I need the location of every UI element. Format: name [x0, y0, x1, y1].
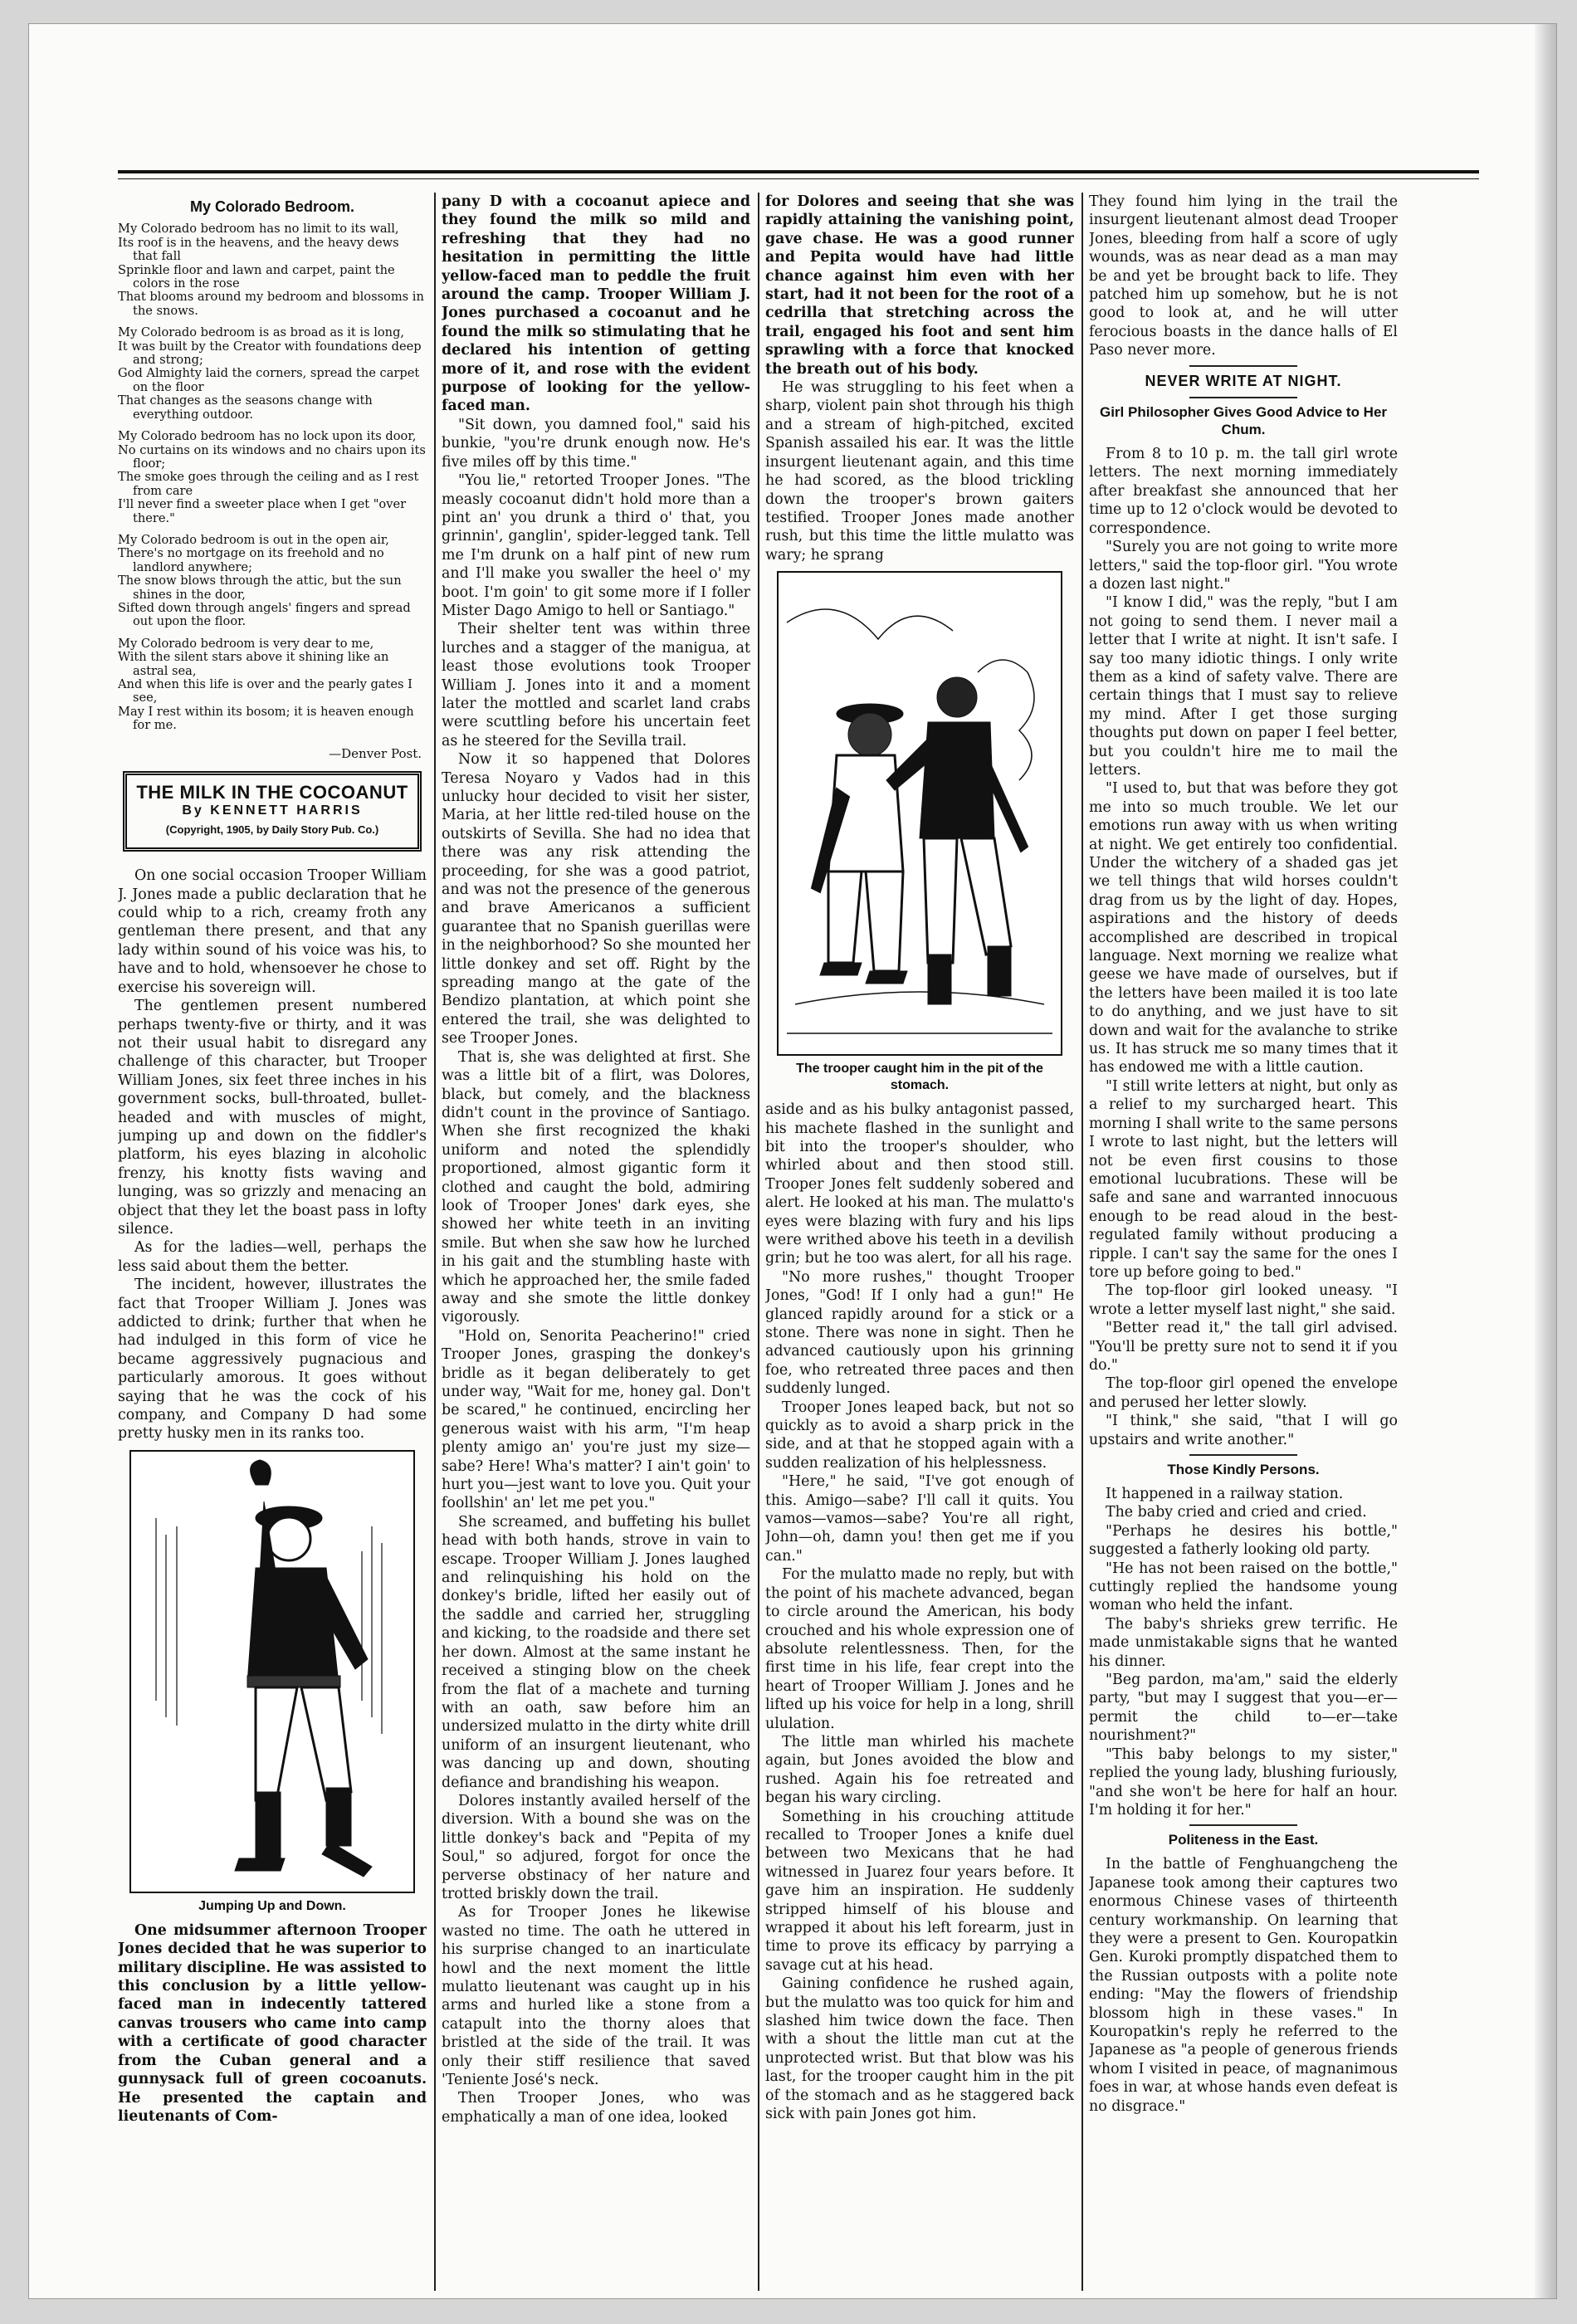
paragraph: "Better read it," the tall girl advised. "You'll be pretty sure not to send it if you do."	[1089, 1320, 1398, 1374]
section-divider	[1189, 1454, 1297, 1456]
article-paragraphs	[1089, 445, 1398, 1449]
paragraph: Then Trooper Jones, who was emphatically a man of one idea, looked	[442, 2090, 750, 2126]
paragraph: "I still write letters at night, but only as a relief to my surcharged heart. This morning I shall write to the same persons I wrote to last night, but the letters will not be even first cousins to those emotional lucubrations. These will be safe and sane and warranted innocuous enough to be read aloud in the best-regulated family without producing a ripple. I can't say the same for the ones I tore up before going to bed."	[1089, 1077, 1398, 1281]
poem	[118, 222, 427, 732]
column-rule	[434, 193, 436, 2291]
illustration-jumping	[129, 1450, 415, 1893]
story-conclusion	[1089, 193, 1398, 360]
poem-line: It was built by the Creator with foundations deep and strong;	[118, 339, 422, 368]
paragraph: "This baby belongs to my sister," replied the young lady, blushing furiously, "and she won't be here for half an hour. I'm holding it for her."	[1089, 1745, 1398, 1819]
poem-line: May I rest within its bosom; it is heaven enough for me.	[118, 704, 414, 733]
paragraph: "Here," he said, "I've got enough of this. Amigo—sabe? I'll call it quits. You vamos—vamos—sabe? You're all right, John—oh, damn you! then get me if you can."	[765, 1473, 1074, 1565]
poem-stanza	[118, 534, 427, 629]
article-title-politeness: Politeness in the East.	[1168, 1832, 1319, 1848]
paragraph: That is, she was delighted at first. She was a little bit of a flirt, was Dolores, black, but comely, and the blackness didn't count in the province of Santiago. When she first recognized the khaki uniform and noted the splendidly proportioned, almost gigantic form it clothed and caught the bold, admiring look of Trooper Jones' dark eyes, she showed her white teeth in an inviting smile. But when she saw how he lurched in his gait and the stumbling haste with which he approached her, the smile faded away and she smote the little donkey vigorously.	[442, 1048, 750, 1326]
column-rule	[1081, 193, 1083, 2291]
page-edge-shadow	[1535, 24, 1556, 2298]
column-4	[1089, 193, 1398, 2299]
paragraph: "No more rushes," thought Trooper Jones, "God! If I only had a gun!" He glanced rapidly around for a stick or a stone. There was none in sight. Then he advanced cautiously upon his grinning foe, who retreated three paces and then suddenly lunged.	[765, 1268, 1074, 1398]
paragraph: "Sit down, you damned fool," said his bunkie, "you're drunk enough now. He's five miles off by this time."	[442, 416, 750, 471]
paragraph: "Hold on, Senorita Peacherino!" cried Trooper Jones, grasping the donkey's bridle as it began deliberately to get under way, "Wait for me, honey gal. Don't be scared," he continued, encircling her generous waist with his arm, "I'm heap plenty amigo an' you're just my size—sabe? Here! Wha's matter? I ain't goin' to hurt you—jest want to love you. Quit your foollshin' an' let me pet you."	[442, 1327, 750, 1512]
masthead-rule	[118, 170, 1479, 179]
paragraph: The incident, however, illustrates the fact that Trooper William J. Jones was addicted to drink; further that when he had indulged in this form of vice he became aggressively pugnacious and particularly amorous. It goes without saying that he was the cock of his company, and Company D had some pretty husky men in its ranks too.	[118, 1277, 427, 1443]
paragraph: Dolores instantly availed herself of the diversion. With a bound she was on the little donkey's back and "Pepita of my Soul," so adjured, forgot for once the perverse obstinacy of her nature and trotted briskly down the trail.	[442, 1792, 750, 1902]
poem-line: Sprinkle floor and lawn and carpet, paint the colors in the rose	[118, 262, 395, 291]
column-rule	[758, 193, 759, 2291]
story-continued-top	[765, 193, 1074, 564]
paragraph: Now it so happened that Dolores Teresa Noyaro y Vados had in this unlucky hour decided to visit her sister, Maria, at her little red-tiled house on the outskirts of Sevilla. She had no idea that there was any risk attending the proceeding, for she was a good patriot, and was not the presence of the generous and brave Americanos a sufficient guarantee that no Spanish guerillas were in the neighborhood? So she mounted her little donkey and set off. Right by the spreading mango at the gate of the Bendizo plantation, at which point she entered the trail, she was delighted to see Trooper Jones.	[442, 751, 750, 1047]
trooper-fight-drawing	[779, 573, 1061, 1054]
poem-line: No curtains on its windows and no chairs upon its floor;	[118, 442, 426, 471]
paragraph: aside and as his bulky antagonist passed, his machete flashed in the sunlight and bit into the trooper's shoulder, who whirled about and then stood still. Trooper Jones felt suddenly sobered and alert. He looked at his man. The mulatto's eyes were blazing with fury and his lips were writhed above his teeth in a devilish grin; but he too was alert, for all his rage.	[765, 1101, 1074, 1267]
paragraph: On one social occasion Trooper William J. Jones made a public declaration that he could whip to a rich, creamy froth any gentleman there present, and that any lady within sound of his voice was his, to have and to hold, whensoever he chose to exercise his sovereign will.	[118, 867, 427, 996]
article-paragraphs	[1089, 1855, 1398, 2116]
article-title-never-write: NEVER WRITE AT NIGHT.	[1145, 372, 1342, 389]
article-title-kindly: Those Kindly Persons.	[1167, 1462, 1320, 1477]
illustration-caption: The trooper caught him in the pit of the stomach.	[796, 1062, 1043, 1093]
paragraph: The top-floor girl looked uneasy. "I wrote a letter myself last night," she said.	[1089, 1282, 1398, 1318]
poem-line: With the silent stars above it shining like an astral sea,	[118, 650, 389, 678]
article-subtitle: Girl Philosopher Gives Good Advice to Her Chum.	[1099, 404, 1388, 438]
paragraph: The top-floor girl opened the envelope and perused her letter slowly.	[1089, 1375, 1398, 1411]
paragraph: The baby cried and cried and cried.	[1106, 1504, 1367, 1521]
poem-line: My Colorado bedroom has no limit to its wall,	[118, 222, 399, 237]
poem-title: My Colorado Bedroom.	[189, 198, 354, 215]
paragraph: The baby's shrieks grew terrific. He made unmistakable signs that he wanted his dinner.	[1089, 1615, 1398, 1670]
story-paragraphs	[118, 867, 427, 1443]
section-divider	[1189, 365, 1297, 367]
paragraph: "I think," she said, "that I will go upstairs and write another."	[1089, 1413, 1398, 1448]
paragraph: She screamed, and buffeting his bullet head with both hands, strove in vain to escape. Trooper William J. Jones laughed and relinquishing his hold on the donkey's bridle, lifted her easily out of the saddle and carried her, struggling and kicking, to the roadside and there set her down. Almost at the same instant he received a stinging blow on the cheek from the flat of a machete and turning with an oath, saw before him an undersized mulatto in the dirty white drill uniform of an insurgent lieutenant, who was dancing up and down, shouting defiance and brandishing his weapon.	[442, 1513, 750, 1791]
paragraph: It happened in a railway station.	[1106, 1486, 1344, 1502]
paragraph: Their shelter tent was within three lurches and a stagger of the manigua, at least those evolutions took Trooper William J. Jones into it and a moment later the mottled and scarlet land crabs were scuttling before his uncertain feet as he steered for the Sevilla trail.	[442, 621, 750, 749]
paragraph: As for the ladies—well, perhaps the less said about them the better.	[118, 1239, 427, 1275]
poem-line: My Colorado bedroom has no lock upon its door,	[118, 429, 417, 444]
poem-credit: —Denver Post.	[329, 745, 422, 761]
paragraph: "You lie," retorted Trooper Jones. "The measly cocoanut didn't hold more than a pint an' you drunk a third o' that, you grinnin', ganglin', spider-legged tank. Tell me I'm drunk on a half pint of new rum and I'll make you swaller the heel o' my boot. I'm goin' to git some more if I foller Mister Dago Amigo to hell or Santiago."	[442, 472, 750, 619]
story-paragraph: One midsummer afternoon Trooper Jones decided that he was superior to military discipline. He was assisted to this conclusion by a little yellow-faced man in indecently tattered canvas trousers who came into camp with a certificate of good character from the Cuban general and a gunnysack full of green cocoanuts. He presented the captain and lieutenants of Com-	[118, 1921, 427, 2125]
poem-line: That changes as the seasons change with everything outdoor.	[118, 393, 373, 422]
poem-line: God Almighty laid the corners, spread the carpet on the floor	[118, 366, 420, 394]
trooper-jumping-drawing	[131, 1452, 413, 1892]
story-copyright: (Copyright, 1905, by Daily Story Pub. Co.)	[165, 823, 379, 836]
paragraph: Trooper Jones leaped back, but not so quickly as to avoid a sharp prick in the side, and at that he stopped again with a sudden realization of his helplessness.	[765, 1399, 1074, 1472]
paragraph: "I used to, but that was before they got me into so much trouble. We let our emotions run away with us when writing at night. We get entirely too confidential. Under the witchery of a shaded gas jet we tell things that wild horses couldn't drag from us by the light of day. Hopes, aspirations and the history of deeds accomplished are described in tropical language. Next morning we realize what geese we have made of ourselves, but if the letters have been mailed it is too late to do anything, and we just have to sit down and wait for the avalanche to strike us. It has struck me so many times that it has endowed me with a little caution.	[1089, 780, 1398, 1077]
poem-line: I'll never find a sweeter place when I get "over there."	[118, 497, 407, 525]
paragraph: "Surely you are not going to write more letters," said the top-floor girl. "You wrote a dozen last night."	[1089, 539, 1398, 593]
poem-line: The smoke goes through the ceiling and as I rest from care	[118, 470, 419, 498]
poem-line: Sifted down through angels' fingers and spread out upon the floor.	[118, 600, 411, 629]
paragraph: "I know I did," was the reply, "but I am not going to send them. I never mail a letter that I write at night. It isn't safe. I say too many idiotic things. I only write them as a kind of safety valve. There are certain things that I must say to relieve my mind. After I get those surging thoughts put down on paper I feel better, but you couldn't hire me to mail the letters.	[1089, 594, 1398, 779]
poem-line: My Colorado bedroom is out in the open air,	[118, 532, 389, 547]
paragraph: From 8 to 10 p. m. the tall girl wrote letters. The next morning immediately after breakfast she announced that her time up to 12 o'clock would be devoted to correspondence.	[1089, 446, 1398, 537]
story-author: By KENNETT HARRIS	[182, 803, 363, 818]
story-banner	[123, 771, 422, 852]
paragraph: for Dolores and seeing that she was rapidly attaining the vanishing point, gave chase. He was a good runner and Pepita would have had little chance against him even with her start, had it not been for the root of a cedrilla that stretching across the trail, engaged his foot and sent him sprawling with a force that knocked the breath out of his body.	[765, 193, 1074, 378]
poem-line: My Colorado bedroom is very dear to me,	[118, 636, 374, 651]
poem-line: And when this life is over and the pearly gates I see,	[118, 677, 413, 706]
paragraph: The gentlemen present numbered perhaps twenty-five or thirty, and it was not their usual habit to disregard any challenge of this character, but Trooper William Jones, six feet three inches in his government socks, bull-throated, bullet-headed and with muscles of might, jumping up and down on the fiddler's platform, his eyes blazing in alcoholic frenzy, his knotty fists waving and lunging, was so grizzly and menacing an object that they let the boast pass in lofty silence.	[118, 998, 427, 1238]
column-2	[442, 193, 750, 2299]
poem-line: The snow blows through the attic, but the sun shines in the door,	[118, 574, 402, 602]
paragraph: Something in his crouching attitude recalled to Trooper Jones a knife duel between two Mexicans that he had witnessed in Juarez four years before. It gave him an inspiration. He suddenly stripped himself of his blouse and wrapped it about his left forearm, just in time to prove its efficacy by parrying a savage cut at his head.	[765, 1808, 1074, 1974]
paragraph: They found him lying in the trail the insurgent lieutenant almost dead Trooper Jones, bleeding from half a score of ugly wounds, was as near dead as a man may be and yet be brought back to life. They patched him up somehow, but he is not good to look at, and he will utter ferocious boasts in the dance halls of El Paso never more.	[1089, 193, 1398, 359]
poem-line: That blooms around my bedroom and blossoms in the snows.	[118, 290, 424, 318]
paragraph: As for Trooper Jones he likewise wasted no time. The oath he uttered in his surprise changed to an inarticulate howl and the next moment the little mulatto lieutenant was caught up in his arms and hurled like a stone from a catapult into the thorny aloes that bristled at the side of the trail. It was only their stiff resilience that saved 'Teniente José's neck.	[442, 1904, 750, 2089]
poem-line: There's no mortgage on its freehold and no landlord anywhere;	[118, 546, 384, 574]
paragraph: The little man whirled his machete again, but Jones avoided the blow and rushed. Again his foe retreated and began his wary circling.	[765, 1733, 1074, 1807]
paragraph: "Perhaps he desires his bottle," suggested a fatherly looking old party.	[1089, 1522, 1398, 1559]
column-3	[765, 193, 1074, 2299]
story-title: THE MILK IN THE COCOANUT	[136, 782, 408, 803]
poem-stanza	[118, 222, 427, 318]
illustration-caption: Jumping Up and Down.	[198, 1898, 346, 1913]
poem-line: My Colorado bedroom is as broad as it is long,	[118, 325, 405, 340]
article-paragraphs	[1089, 1485, 1398, 1819]
column-1	[118, 193, 427, 2299]
paragraph: "He has not been raised on the bottle," cuttingly replied the handsome young woman who held the infant.	[1089, 1560, 1398, 1614]
section-divider	[1189, 397, 1297, 398]
paragraph: He was struggling to his feet when a sharp, violent pain shot through his thigh and a stream of high-pitched, excited Spanish assailed his ear. It was the little insurgent lieutenant again, and this time he had scored, as the blood trickling down the trooper's brown gaiters testified. Trooper Jones made another rush, but this time the little mulatto was wary; he sprang	[765, 379, 1074, 564]
story-continued-bottom	[765, 1101, 1074, 2123]
paragraph: Gaining confidence he rushed again, but the mulatto was too quick for him and slashed him twice down the face. Then with a shout the little man cut at the unprotected wrist. But that blow was his last, for the trooper caught him in the pit of the stomach and as he staggered back sick with pain Jones got him.	[765, 1975, 1074, 2123]
paragraph: "Beg pardon, ma'am," said the elderly party, "but may I suggest that you—er—permit the child to—er—take nourishment?"	[1089, 1672, 1398, 1745]
poem-stanza	[118, 326, 427, 422]
story-continued	[442, 193, 750, 2126]
poem-stanza	[118, 430, 427, 525]
illustration-fight	[777, 571, 1062, 1056]
paragraph: pany D with a cocoanut apiece and they found the milk so mild and refreshing that they had no hesitation in permitting the little yellow-faced man to peddle the fruit around the camp. Trooper William J. Jones purchased a cocoanut and he found the milk so stimulating that he declared his intention of getting more of it, and rose with the evident purpose of looking for the yellow-faced man.	[442, 193, 750, 415]
poem-stanza	[118, 637, 427, 733]
poem-line: Its roof is in the heavens, and the heavy dews that fall	[118, 235, 399, 264]
paragraph: In the battle of Fenghuangcheng the Japanese took among their captures two enormous Chinese vases of thirteenth century workmanship. On learning that they were a present to Gen. Kouropatkin Gen. Kuroki promptly dispatched them to the Russian outposts with a polite note ending: "May the flowers of friendship blossom high in these vases." In Kouropatkin's reply he referred to the Japanese as "a people of generous friends whom I visited in peace, of magnanimous foes in war, at whose hands even defeat is no disgrace."	[1089, 1856, 1398, 2115]
paragraph: For the mulatto made no reply, but with the point of his machete advanced, began to circle around the American, his body crouched and his whole expression one of absolute relentlessness. Then, for the first time in his life, fear crept into the heart of Trooper William J. Jones and he lifted up his voice for help in a long, shrill ululation.	[765, 1566, 1074, 1732]
section-divider	[1189, 1824, 1297, 1826]
